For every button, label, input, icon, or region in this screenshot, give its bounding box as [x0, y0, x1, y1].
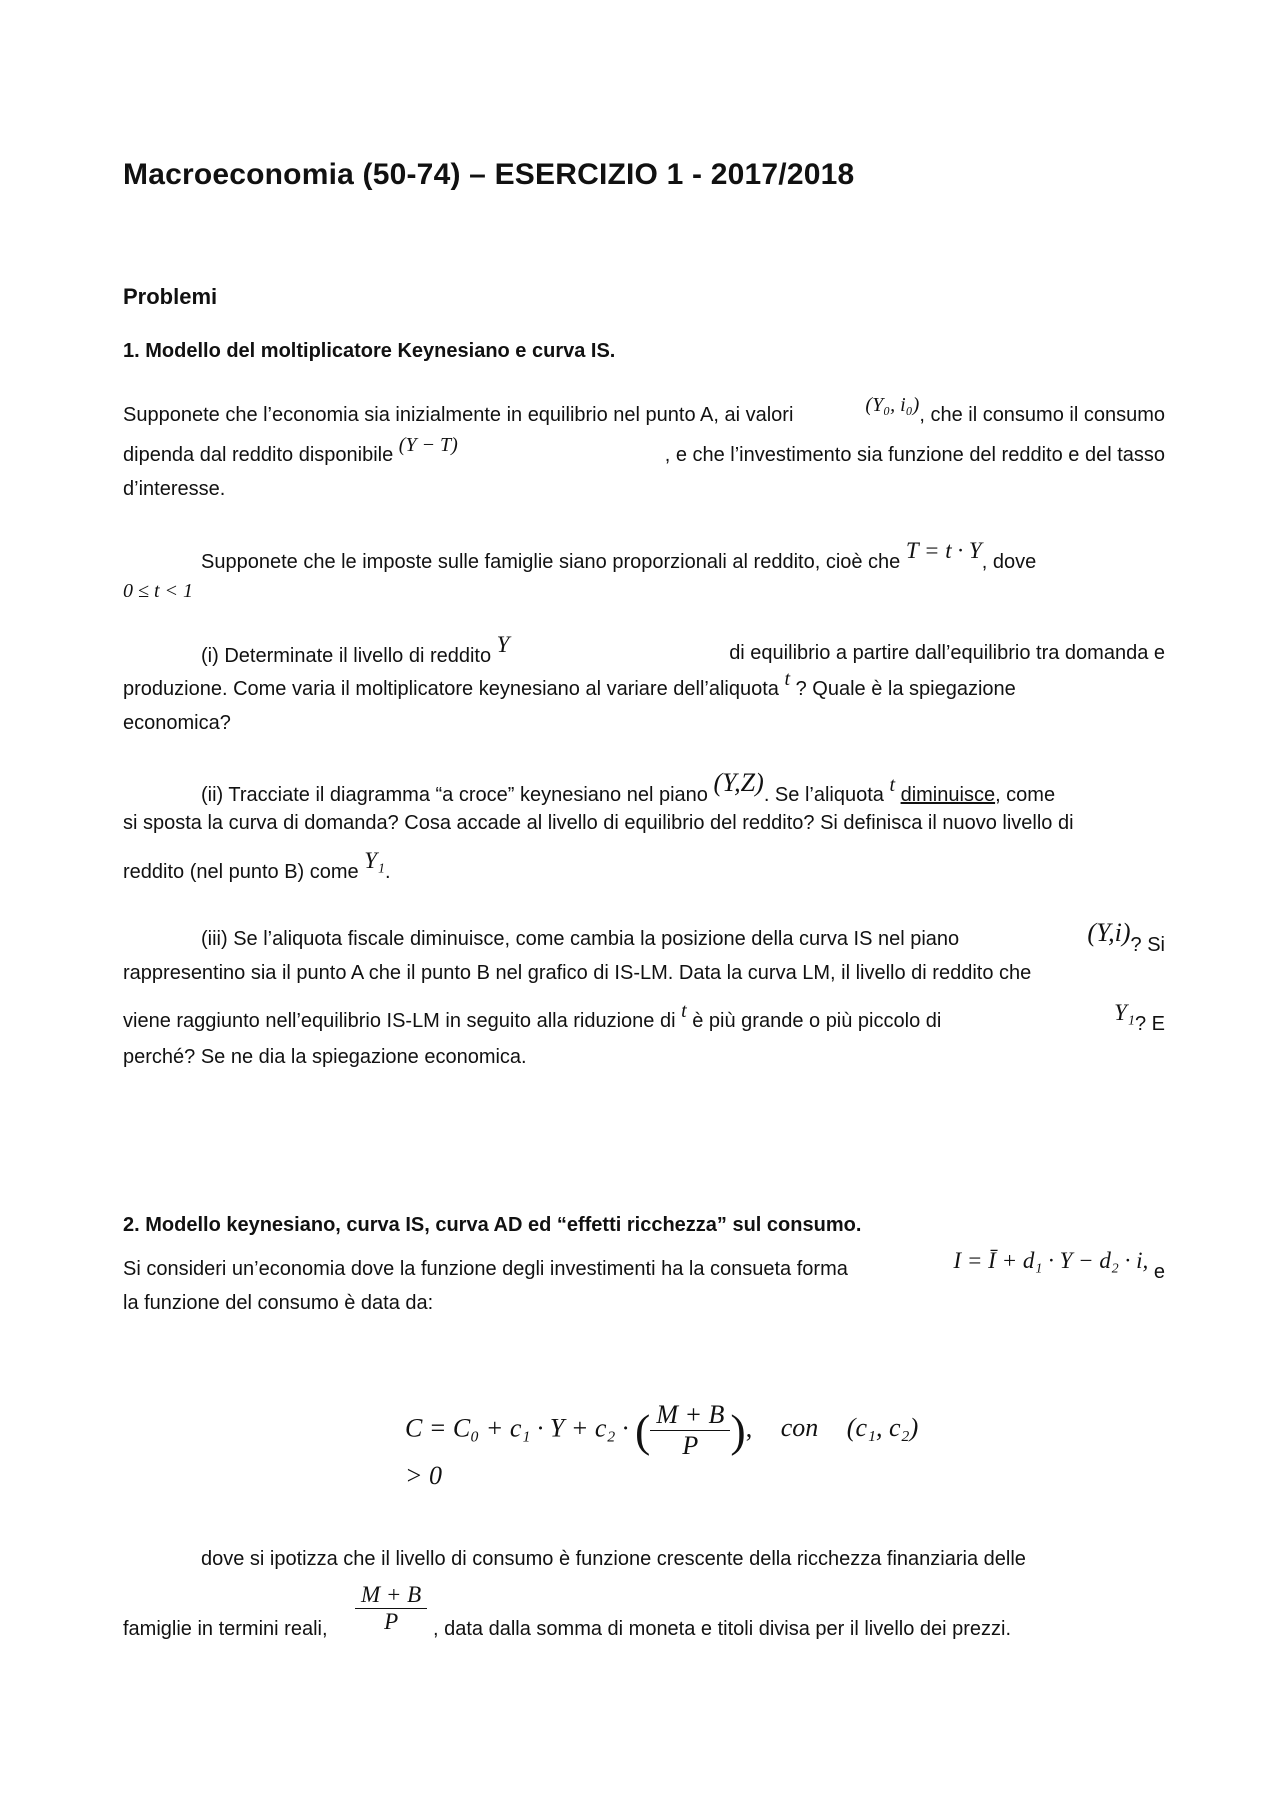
- q2-text-b: . Se l’aliquota: [763, 784, 884, 806]
- q2-text-d: si sposta la curva di domanda? Cosa accade al livello di equilibrio del reddito? Si definisca il nuovo livello di: [123, 812, 1074, 834]
- wealth-numerator: M + B: [355, 1582, 427, 1609]
- inv-text-c: la funzione del consumo è data da:: [123, 1292, 434, 1314]
- q3-rate-math: t: [681, 1000, 687, 1022]
- question-ii-line-3: [123, 848, 1165, 884]
- intro-text-e: d’interesse.: [123, 478, 226, 500]
- q2-text-f: .: [385, 861, 391, 883]
- equilibrium-point-math: (Y₀, i₀): [865, 394, 920, 416]
- problem-1-intro-line-1: Supponete che l’economia sia inizialmente in equilibrio nel punto A, ai valori (Y₀, i₀), che il consumo il consumo: [123, 394, 1165, 426]
- q1-text-b: di equilibrio a partire dall’equilibrio tra domanda e: [729, 642, 1165, 664]
- formula-denominator: P: [682, 1431, 699, 1460]
- tax-line: [123, 538, 1165, 574]
- q3-text-c: rappresentino sia il punto A che il punto B nel grafico di IS-LM. Data la curva LM, il livello di reddito che: [123, 962, 1032, 984]
- q1-rate-math: t: [784, 668, 791, 690]
- q2-underlined-word: diminuisce: [900, 784, 996, 806]
- formula-lhs: C = C₀ + c₁ · Y + c₂ ·: [405, 1413, 629, 1443]
- q1-income-math: Y: [496, 632, 510, 657]
- tax-condition-math: 0 ≤ t < 1: [123, 580, 194, 602]
- q3-new-income-math: Y₁: [1114, 1000, 1135, 1025]
- wealth-line: [123, 1582, 1165, 1642]
- q2-rate-math: t: [889, 774, 896, 796]
- q2-new-income-math: Y₁: [364, 848, 386, 873]
- disposable-income-math: (Y − T): [398, 434, 458, 456]
- q1-text-a: (i) Determinate il livello di reddito: [201, 645, 492, 667]
- tax-text-a: Supponete che le imposte sulle famiglie siano proporzionali al reddito, cioè che: [201, 551, 901, 573]
- intro-text-c: dipenda dal reddito disponibile: [123, 444, 394, 466]
- q1-text-d: ? Quale è la spiegazione: [795, 678, 1016, 700]
- question-i-line-1: [123, 632, 1165, 668]
- q3-text-e: è più grande o più piccolo di: [692, 1010, 942, 1032]
- txt-a: dove si ipotizza che il livello di consumo è funzione crescente della ricchezza finanziaria delle: [201, 1548, 1026, 1570]
- q2-text-c: , come: [995, 784, 1056, 806]
- tax-text-b: , dove: [981, 551, 1037, 573]
- txt-b: famiglie in termini reali,: [123, 1618, 328, 1640]
- inv-text-a: Si consideri un’economia dove la funzione degli investimenti ha la consueta forma: [123, 1258, 848, 1280]
- section-heading: Problemi: [123, 284, 218, 309]
- formula-fraction: [650, 1400, 730, 1461]
- q3-plane-math: (Y,i): [1087, 918, 1131, 947]
- problem-1-intro-line-2: [123, 434, 1165, 467]
- intro-text-d: , e che l’investimento sia funzione del reddito e del tasso: [664, 444, 1165, 466]
- intro-text-a: Supponete che l’economia sia inizialmente in equilibrio nel punto A, ai valori: [123, 404, 794, 426]
- question-i-line-2: [123, 668, 1165, 701]
- page-title: Macroeconomia (50-74) – ESERCIZIO 1 - 2017/2018: [123, 158, 855, 191]
- txt-c: , data dalla somma di moneta e titoli divisa per il livello dei prezzi.: [433, 1618, 1012, 1640]
- problem-1-heading: 1. Modello del moltiplicatore Keynesiano e curva IS.: [123, 340, 616, 362]
- problem-2-heading: 2. Modello keynesiano, curva IS, curva AD ed “effetti ricchezza” sul consumo.: [123, 1214, 862, 1236]
- tax-formula-math: T = t · Y: [905, 538, 982, 563]
- question-iii-line-3: [123, 1000, 1165, 1036]
- question-ii-line-1: [123, 768, 1165, 808]
- intro-text-b: , che il consumo: [919, 404, 1064, 426]
- q2-plane-math: (Y,Z): [713, 768, 764, 797]
- inv-text-b: e: [1153, 1261, 1165, 1283]
- question-iii-line-1: [123, 918, 1165, 958]
- q3-text-f: ? E: [1134, 1013, 1165, 1035]
- q3-text-a: (iii) Se l’aliquota fiscale diminuisce, come cambia la posizione della curva IS nel piano: [201, 928, 960, 950]
- formula-condition: (c₁, c₂) > 0: [405, 1413, 919, 1490]
- wealth-fraction: [355, 1582, 427, 1635]
- q2-text-e: reddito (nel punto B) come: [123, 861, 359, 883]
- investment-function-math: I = Ī + d₁ · Y − d₂ · i,: [953, 1248, 1149, 1273]
- q3-text-d: viene raggiunto nell’equilibrio IS-LM in seguito alla riduzione di: [123, 1010, 676, 1032]
- q2-text-a: (ii) Tracciate il diagramma “a croce” keynesiano nel piano: [201, 784, 708, 806]
- q1-text-e: economica?: [123, 712, 231, 734]
- investment-line: [123, 1248, 1165, 1284]
- formula-con-word: con: [780, 1413, 819, 1443]
- formula-numerator: M + B: [650, 1400, 730, 1431]
- consumption-formula: C = C₀ + c₁ · Y + c₂ · ( $\frac{M + B}{P}$ ), con (c₁, c₂) > 0: [405, 1400, 919, 1490]
- wealth-denominator: P: [384, 1609, 399, 1634]
- q3-text-g: perché? Se ne dia la spiegazione economica.: [123, 1046, 527, 1068]
- q1-text-c: produzione. Come varia il moltiplicatore keynesiano al variare dell’aliquota: [123, 678, 779, 700]
- q3-text-b: ? Si: [1130, 934, 1165, 956]
